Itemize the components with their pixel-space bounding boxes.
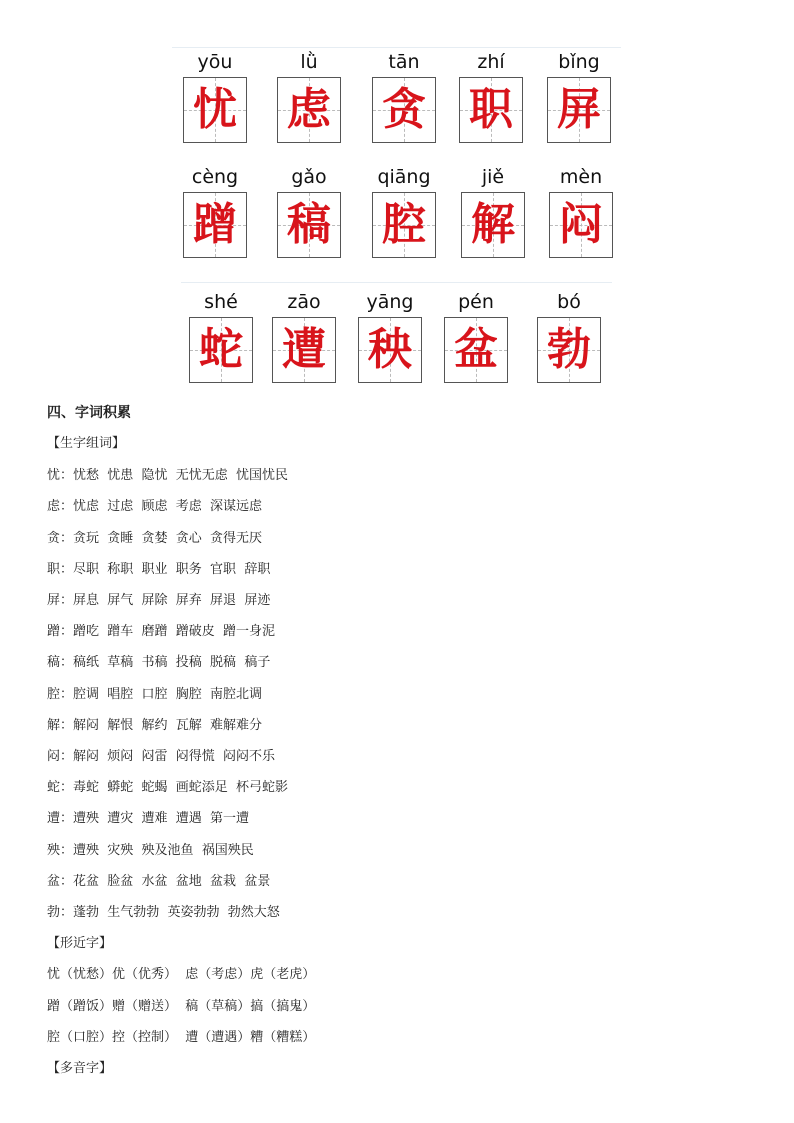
tianzige-box xyxy=(183,192,247,258)
pinyin-label: zāo xyxy=(287,291,321,313)
tianzige-box xyxy=(183,77,247,143)
tianzige-box xyxy=(461,192,525,258)
pinyin-label: zhí xyxy=(477,51,505,73)
word-line: 殃：遭殃 灾殃 殃及池鱼 祸国殃民 xyxy=(47,843,254,858)
pinyin-label: yāng xyxy=(366,291,414,313)
similar-line: 腔（口腔）控（控制） 遭（遭遇）糟（糟糕） xyxy=(47,1030,316,1045)
pinyin-label: bǐng xyxy=(558,51,600,73)
subsection-similar: 【形近字】 xyxy=(47,936,113,951)
pinyin-label: cèng xyxy=(191,166,239,188)
word-line: 盆：花盆 脸盆 水盆 盆地 盆栽 盆景 xyxy=(47,874,271,889)
hanzi-char: 闷 xyxy=(559,199,603,250)
tianzige-box xyxy=(372,77,436,143)
tianzige-box xyxy=(277,192,341,258)
word-line: 屏：屏息 屏气 屏除 屏弃 屏退 屏迹 xyxy=(47,593,271,608)
tianzige-box xyxy=(272,317,336,383)
hanzi-char: 蛇 xyxy=(199,324,243,375)
word-line: 腔：腔调 唱腔 口腔 胸腔 南腔北调 xyxy=(47,687,263,702)
pinyin-label: lǜ xyxy=(300,51,318,73)
pinyin-label: pén xyxy=(458,291,494,313)
word-line: 职：尽职 称职 职业 职务 官职 辞职 xyxy=(47,562,271,577)
tianzige-box xyxy=(537,317,601,383)
hanzi-char: 屏 xyxy=(557,84,601,135)
hanzi-char: 勃 xyxy=(547,324,591,375)
subsection-polyphone: 【多音字】 xyxy=(47,1061,113,1076)
tianzige-box xyxy=(549,192,613,258)
subsection-words: 【生字组词】 xyxy=(47,436,126,451)
pinyin-label: gǎo xyxy=(291,166,327,188)
hanzi-char: 遭 xyxy=(282,324,326,375)
hanzi-char: 腔 xyxy=(382,199,426,250)
word-line: 忧：忧愁 忧患 隐忧 无忧无虑 忧国忧民 xyxy=(47,468,289,483)
similar-line: 忧（忧愁）优（优秀） 虑（考虑）虎（老虎） xyxy=(47,967,316,982)
pinyin-label: tān xyxy=(388,51,420,73)
similar-line: 蹭（蹭饭）赠（赠送） 稿（草稿）搞（搞鬼） xyxy=(47,999,316,1014)
pinyin-label: jiě xyxy=(481,166,505,188)
word-line: 蛇：毒蛇 蟒蛇 蛇蝎 画蛇添足 杯弓蛇影 xyxy=(47,780,289,795)
tianzige-box xyxy=(444,317,508,383)
hanzi-char: 虑 xyxy=(287,84,331,135)
tianzige-box xyxy=(459,77,523,143)
word-line: 勃：蓬勃 生气勃勃 英姿勃勃 勃然大怒 xyxy=(47,905,280,920)
pinyin-label: yōu xyxy=(197,51,233,73)
word-line: 稿：稿纸 草稿 书稿 投稿 脱稿 稿子 xyxy=(47,655,271,670)
tianzige-box xyxy=(189,317,253,383)
tianzige-box xyxy=(277,77,341,143)
hanzi-char: 职 xyxy=(469,84,513,135)
section-title: 四、字词积累 xyxy=(47,405,131,421)
pinyin-label: mèn xyxy=(559,166,603,188)
pinyin-label: bó xyxy=(557,291,581,313)
pinyin-label: qiāng xyxy=(377,166,431,188)
hanzi-char: 蹭 xyxy=(193,199,237,250)
hanzi-char: 忧 xyxy=(193,84,237,135)
tianzige-box xyxy=(358,317,422,383)
word-line: 贪：贪玩 贪睡 贪婪 贪心 贪得无厌 xyxy=(47,531,263,546)
word-line: 闷：解闷 烦闷 闷雷 闷得慌 闷闷不乐 xyxy=(47,749,276,764)
word-line: 虑：忧虑 过虑 顾虑 考虑 深谋远虑 xyxy=(47,499,263,514)
tianzige-box xyxy=(372,192,436,258)
word-line: 遭：遭殃 遭灾 遭难 遭遇 第一遭 xyxy=(47,811,250,826)
hanzi-char: 解 xyxy=(471,199,515,250)
pinyin-label: shé xyxy=(204,291,238,313)
tianzige-box xyxy=(547,77,611,143)
word-line: 蹭：蹭吃 蹭车 磨蹭 蹭破皮 蹭一身泥 xyxy=(47,624,276,639)
hanzi-char: 贪 xyxy=(382,84,426,135)
hanzi-char: 秧 xyxy=(368,324,412,375)
hanzi-char: 盆 xyxy=(454,324,498,375)
hanzi-char: 稿 xyxy=(287,199,331,250)
word-line: 解：解闷 解恨 解约 瓦解 难解难分 xyxy=(47,718,263,733)
